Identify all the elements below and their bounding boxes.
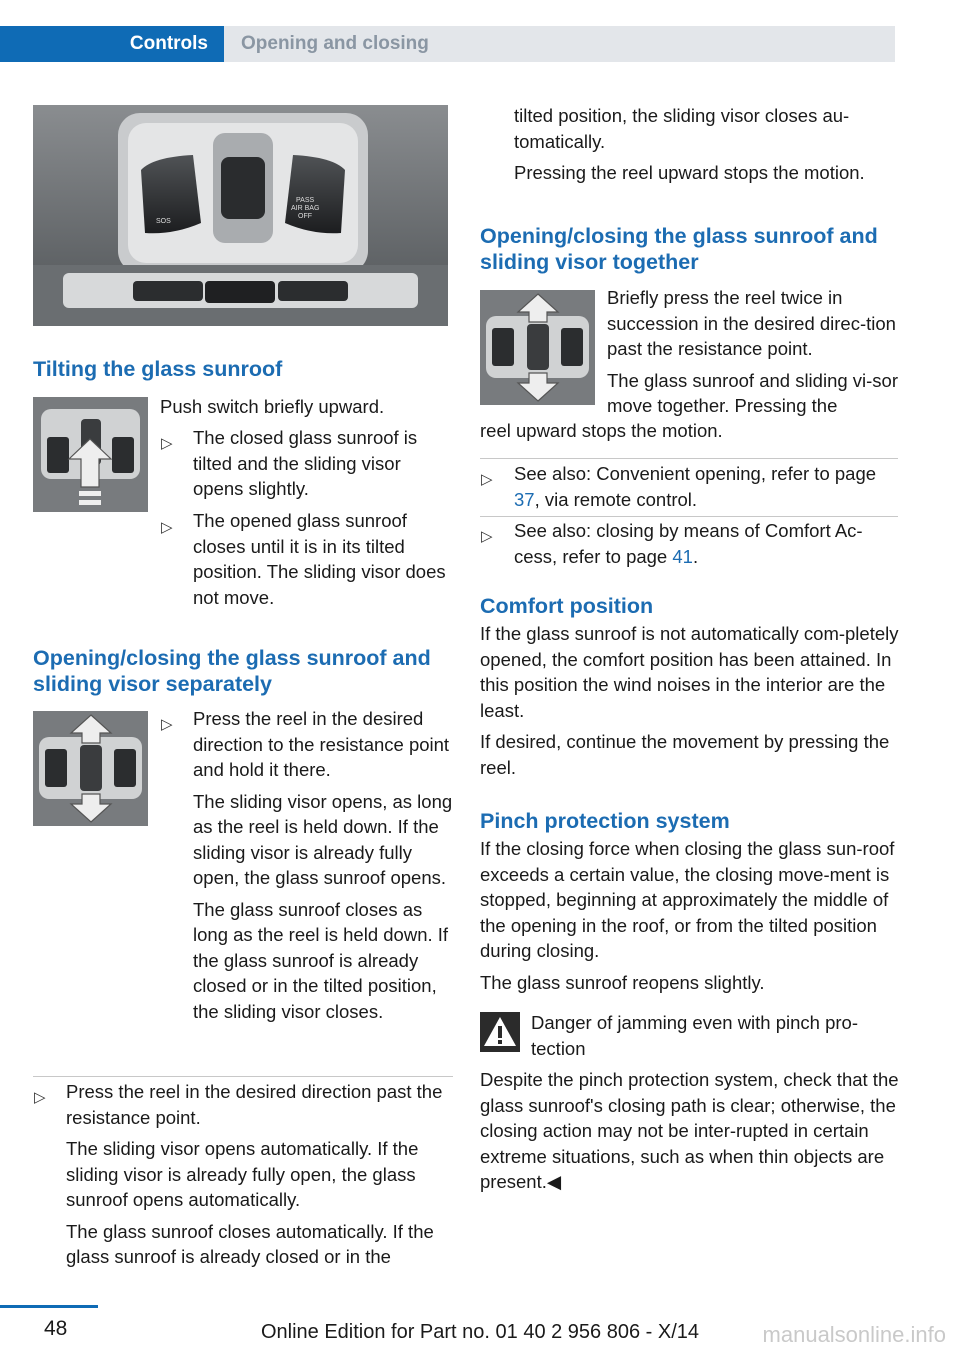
switch-updown-thumbnail xyxy=(33,711,148,826)
chapter-tab[interactable]: Controls xyxy=(0,26,224,62)
header-bar xyxy=(0,26,895,62)
airbag-label: AIR BAG xyxy=(291,205,320,212)
warning-icon xyxy=(480,1012,520,1059)
see-also-2 xyxy=(514,518,900,569)
sos-label: SOS xyxy=(156,218,171,225)
section-tab[interactable]: Opening and closing xyxy=(241,33,429,54)
separately-item-1: Press the reel in the desired direction to the resistance point and hold it there. xyxy=(193,708,450,780)
see-also-2-text: See also: closing by means of Comfort Ac-cess, refer to page xyxy=(514,520,863,567)
bullet-icon: ▷ xyxy=(481,528,493,545)
page-link-41[interactable]: 41 xyxy=(672,545,693,567)
continued-line-2: tomatically. xyxy=(514,130,606,152)
section-title-comfort: Comfort position xyxy=(480,594,654,618)
separately-item-1-p3: The glass sunroof closes as long as the reel is held down. If the glass sunroof is already closed or in the tilted position, the sliding visor closes. xyxy=(193,898,449,1022)
section-title-tilting: Tilting the glass sunroof xyxy=(33,357,283,381)
separately-item-2-p2: The sliding visor opens automatically. If the sliding visor is already fully open, the glass sunroof opens automatically. xyxy=(66,1138,419,1210)
warning-title: Danger of jamming even with pinch pro-tection xyxy=(531,1012,858,1059)
separately-item-1-p2: The sliding visor opens, as long as the reel is held down. If the sliding visor is already fully open, the glass sunroof opens. xyxy=(193,790,453,888)
tilting-intro: Push switch briefly upward. xyxy=(160,396,385,417)
continued-line-3: Pressing the reel upward stops the motion. xyxy=(514,162,865,183)
section-title-pinch: Pinch protection system xyxy=(480,809,730,833)
tilting-item-2: The opened glass sunroof closes until it is in its tilted position. The sliding visor does not move. xyxy=(193,510,446,608)
page-link-37[interactable]: 37 xyxy=(514,488,535,510)
together-p2-tail: reel upward stops the motion. xyxy=(480,420,723,441)
divider xyxy=(480,516,898,517)
divider xyxy=(480,458,898,459)
overhead-console-photo xyxy=(33,105,448,326)
bullet-icon: ▷ xyxy=(481,471,493,488)
switch-twice-thumbnail xyxy=(480,290,595,405)
comfort-p1: If the glass sunroof is not automatically com-pletely opened, the comfort position has been attained. In this position the wind noises in the interior are the least. xyxy=(480,623,899,721)
switch-up-illustration xyxy=(33,397,148,512)
bullet-icon: ▷ xyxy=(161,519,173,536)
warning-body: Despite the pinch protection system, check that the glass sunroof's closing path is clear; otherwise, the closing action may not be inter-rupted in certain extreme situations, such as when thin objects are present.◀ xyxy=(480,1069,899,1192)
divider xyxy=(33,1076,453,1077)
edition-text: Online Edition for Part no. 01 40 2 956 806 - X/14 xyxy=(260,1321,700,1343)
bullet-icon: ▷ xyxy=(161,716,173,733)
see-also-1-text: See also: Convenient opening, refer to page xyxy=(514,463,877,484)
section-title-together-1: Opening/closing the glass sunroof and xyxy=(480,224,878,248)
tilting-item-1: The closed glass sunroof is tilted and the sliding visor opens slightly. xyxy=(193,427,418,499)
pinch-p1: If the closing force when closing the glass sun-roof exceeds a certain value, the closing move-ment is stopped, beginning at approximately the middle of the opening in the roof, or from the tilted position during closing. xyxy=(480,838,895,961)
section-title-together-2: sliding visor together xyxy=(480,250,699,274)
see-also-2-tail: . xyxy=(692,545,699,567)
watermark: manualsonline.info xyxy=(762,1322,946,1347)
together-p1: Briefly press the reel twice in succession in the desired direc-tion past the resistance point. xyxy=(607,287,896,359)
separately-item-2-p3: The glass sunroof closes automatically. If the glass sunroof is already closed or in the xyxy=(66,1220,434,1267)
comfort-p2: If desired, continue the movement by pressing the reel. xyxy=(480,731,890,778)
separately-item-2: Press the reel in the desired direction past the resistance point. xyxy=(66,1081,443,1128)
off-label: OFF xyxy=(298,213,312,220)
pinch-p2: The glass sunroof reopens slightly. xyxy=(480,971,765,993)
footer-rule xyxy=(0,1305,98,1308)
section-title-separately-2: sliding visor separately xyxy=(33,672,272,696)
bullet-icon: ▷ xyxy=(34,1089,46,1106)
continued-line-1: tilted position, the sliding visor closes au- xyxy=(514,105,850,126)
switch-up-thumbnail xyxy=(33,397,148,512)
switch-updown-illustration xyxy=(33,711,148,826)
together-p2: The glass sunroof and sliding vi-sor move together. Pressing the xyxy=(607,369,899,416)
bullet-icon: ▷ xyxy=(161,435,173,452)
see-also-1 xyxy=(514,461,900,512)
page-number: 48 xyxy=(44,1317,68,1340)
overhead-console-illustration xyxy=(33,105,448,326)
see-also-1-tail: , via remote control. xyxy=(534,488,698,510)
switch-twice-illustration xyxy=(480,290,595,405)
pass-label: PASS xyxy=(296,197,315,204)
section-title-separately-1: Opening/closing the glass sunroof and xyxy=(33,646,431,670)
